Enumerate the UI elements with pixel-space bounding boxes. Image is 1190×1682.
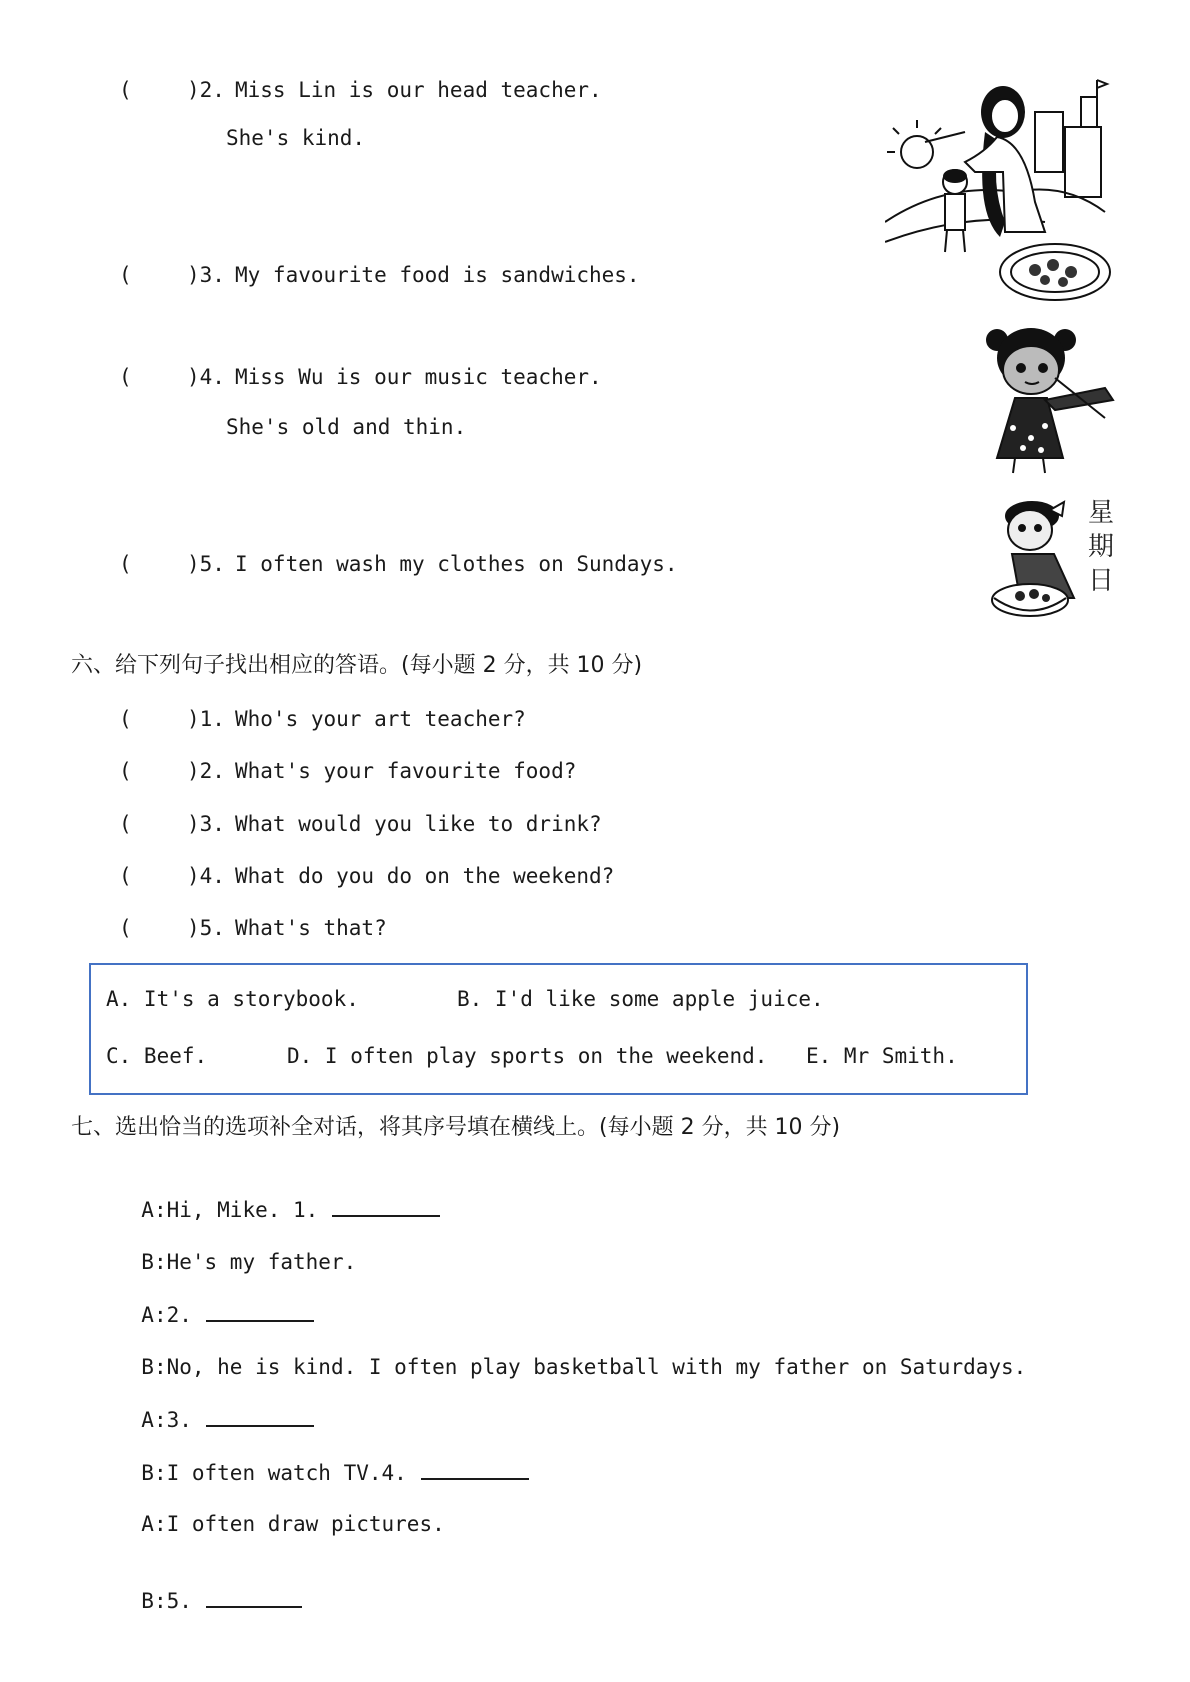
item-number: )2. [187, 759, 225, 783]
option-b: B. I'd like some apple juice. [457, 987, 824, 1011]
item-text: My favourite food is sandwiches. [235, 263, 640, 287]
item-number: )2. [187, 78, 225, 102]
dialogue-line-7 [116, 1482, 445, 1538]
washing-girl-illustration [990, 498, 1085, 623]
answer-paren-open[interactable]: ( [119, 263, 132, 287]
dialogue-line-4 [116, 1325, 1026, 1381]
dialogue-text: B:5. [141, 1589, 192, 1613]
option-c: C. Beef. [106, 1044, 208, 1068]
item-text-line2: She's kind. [226, 126, 366, 150]
dialogue-line-8 [116, 1558, 302, 1615]
item-text: Miss Wu is our music teacher. [235, 365, 602, 389]
item-text: What would you like to drink? [235, 812, 602, 836]
answer-paren-open[interactable]: ( [119, 759, 132, 783]
section7-heading: 七、选出恰当的选项补全对话，将其序号填在横线上。(每小题 2 分，共 10 分) [71, 1115, 841, 1140]
item-text: I often wash my clothes on Sundays. [235, 552, 678, 576]
answer-blank-5[interactable] [206, 1586, 302, 1608]
item-number: )5. [187, 916, 225, 940]
dialogue-text: B:No, he is kind. I often play basketball with my father on Saturdays. [141, 1355, 1027, 1379]
dialogue-line-1 [116, 1167, 440, 1224]
answer-blank-2[interactable] [206, 1300, 314, 1322]
answer-paren-open[interactable]: ( [119, 812, 132, 836]
dialogue-text: A:2. [141, 1303, 192, 1327]
item-text: What's your favourite food? [235, 759, 577, 783]
answer-blank-3[interactable] [206, 1405, 314, 1427]
violin-girl-illustration [985, 318, 1115, 478]
answer-paren-open[interactable]: ( [119, 864, 132, 888]
item-text: What do you do on the weekend? [235, 864, 615, 888]
dialogue-text: A:I often draw pictures. [141, 1512, 445, 1536]
option-d: D. I often play sports on the weekend. [287, 1044, 768, 1068]
section6-heading: 六、给下列句子找出相应的答语。(每小题 2 分，共 10 分) [71, 653, 643, 678]
answer-paren-open[interactable]: ( [119, 78, 132, 102]
item-number: )1. [187, 707, 225, 731]
option-a: A. It's a storybook. [106, 987, 359, 1011]
item-number: )4. [187, 365, 225, 389]
teacher-child-illustration [885, 72, 1115, 307]
weekday-char-1: 星 [1088, 498, 1115, 528]
dialogue-line-3 [116, 1272, 314, 1329]
item-number: )3. [187, 812, 225, 836]
answer-paren-open[interactable]: ( [119, 552, 132, 576]
item-number: )4. [187, 864, 225, 888]
dialogue-text: A:3. [141, 1408, 192, 1432]
item-text: What's that? [235, 916, 387, 940]
dialogue-text: B:I often watch TV.4. [141, 1461, 407, 1485]
item-text: Who's your art teacher? [235, 707, 526, 731]
item-number: )5. [187, 552, 225, 576]
dialogue-text: B:He's my father. [141, 1250, 357, 1274]
answer-paren-open[interactable]: ( [119, 707, 132, 731]
dialogue-line-2 [116, 1220, 356, 1276]
dialogue-line-6 [116, 1430, 529, 1487]
item-text: Miss Lin is our head teacher. [235, 78, 602, 102]
answer-blank-4[interactable] [421, 1458, 529, 1480]
dialogue-text: A:Hi, Mike. 1. [141, 1198, 319, 1222]
weekday-char-2: 期 [1088, 532, 1115, 562]
answer-paren-open[interactable]: ( [119, 916, 132, 940]
answer-blank-1[interactable] [332, 1195, 440, 1217]
answer-paren-open[interactable]: ( [119, 365, 132, 389]
dialogue-line-5 [116, 1377, 314, 1434]
answer-options-box [89, 963, 1028, 1095]
item-text-line2: She's old and thin. [226, 415, 467, 439]
option-e: E. Mr Smith. [806, 1044, 958, 1068]
item-number: )3. [187, 263, 225, 287]
weekday-char-3: 日 [1088, 566, 1115, 596]
